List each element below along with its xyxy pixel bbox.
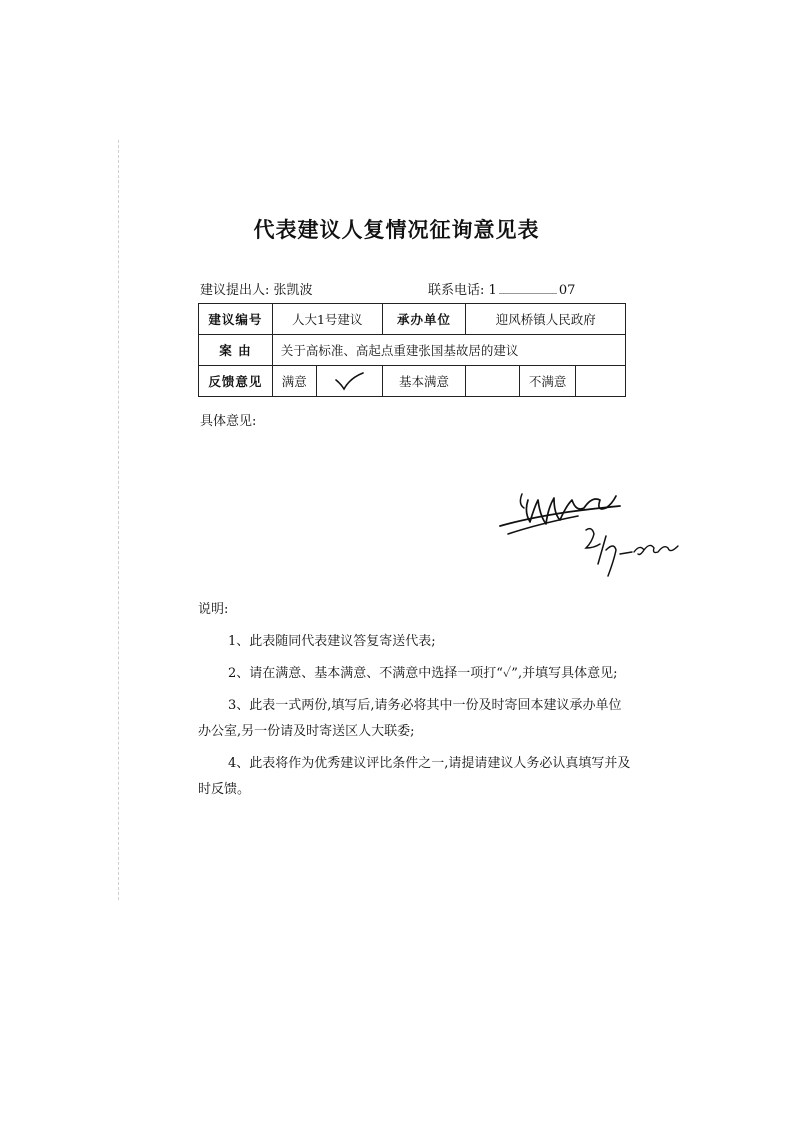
scan-edge-line — [118, 140, 122, 900]
option-unsatisfied-box[interactable] — [576, 366, 626, 397]
note-item: 2、请在满意、基本满意、不满意中选择一项打“✓”,并填写具体意见; — [228, 666, 618, 681]
table-row — [199, 366, 626, 397]
case-label: 案 由 — [199, 335, 273, 366]
proposal-number-label: 建议编号 — [199, 304, 273, 335]
proposer-name: 张凯波 — [273, 283, 313, 298]
option-unsatisfied-label: 不满意 — [520, 366, 576, 397]
phone-prefix: 1 — [488, 283, 497, 298]
notes-section — [198, 597, 632, 803]
handwritten-signature — [488, 478, 688, 588]
feedback-form-table — [198, 303, 626, 397]
option-basic-box[interactable] — [466, 366, 520, 397]
proposer-line — [200, 279, 313, 298]
contact-line — [428, 279, 575, 298]
contact-phone — [489, 283, 576, 298]
phone-suffix: 07 — [558, 283, 576, 298]
note-item: 4、此表将作为优秀建议评比条件之一,请提请建议人务必认真填写并及时反馈。 — [198, 756, 631, 797]
option-basic-label: 基本满意 — [382, 366, 466, 397]
proposer-label: 建议提出人: — [200, 283, 270, 298]
contact-label: 联系电话: — [428, 283, 485, 298]
handling-unit-label: 承办单位 — [382, 304, 466, 335]
option-satisfied-box[interactable] — [316, 366, 382, 397]
table-row — [199, 304, 626, 335]
proposal-number-value: 人大1号建议 — [272, 304, 382, 335]
handling-unit-value: 迎风桥镇人民政府 — [466, 304, 626, 335]
table-row — [199, 335, 626, 366]
checkmark-icon — [332, 370, 366, 392]
option-satisfied-label: 满意 — [272, 366, 316, 397]
note-item: 3、此表一式两份,填写后,请务必将其中一份及时寄回本建议承办单位办公室,另一份请及时寄送区人大联委; — [198, 698, 622, 739]
document-title: 代表建议人复情况征询意见表 — [253, 217, 540, 242]
detail-label: 具体意见: — [200, 414, 257, 429]
feedback-label: 反馈意见 — [199, 366, 273, 397]
case-value: 关于高标准、高起点重建张国基故居的建议 — [272, 335, 625, 366]
phone-redaction — [499, 284, 557, 294]
notes-heading: 说明: — [198, 602, 229, 617]
note-item: 1、此表随同代表建议答复寄送代表; — [228, 634, 436, 649]
